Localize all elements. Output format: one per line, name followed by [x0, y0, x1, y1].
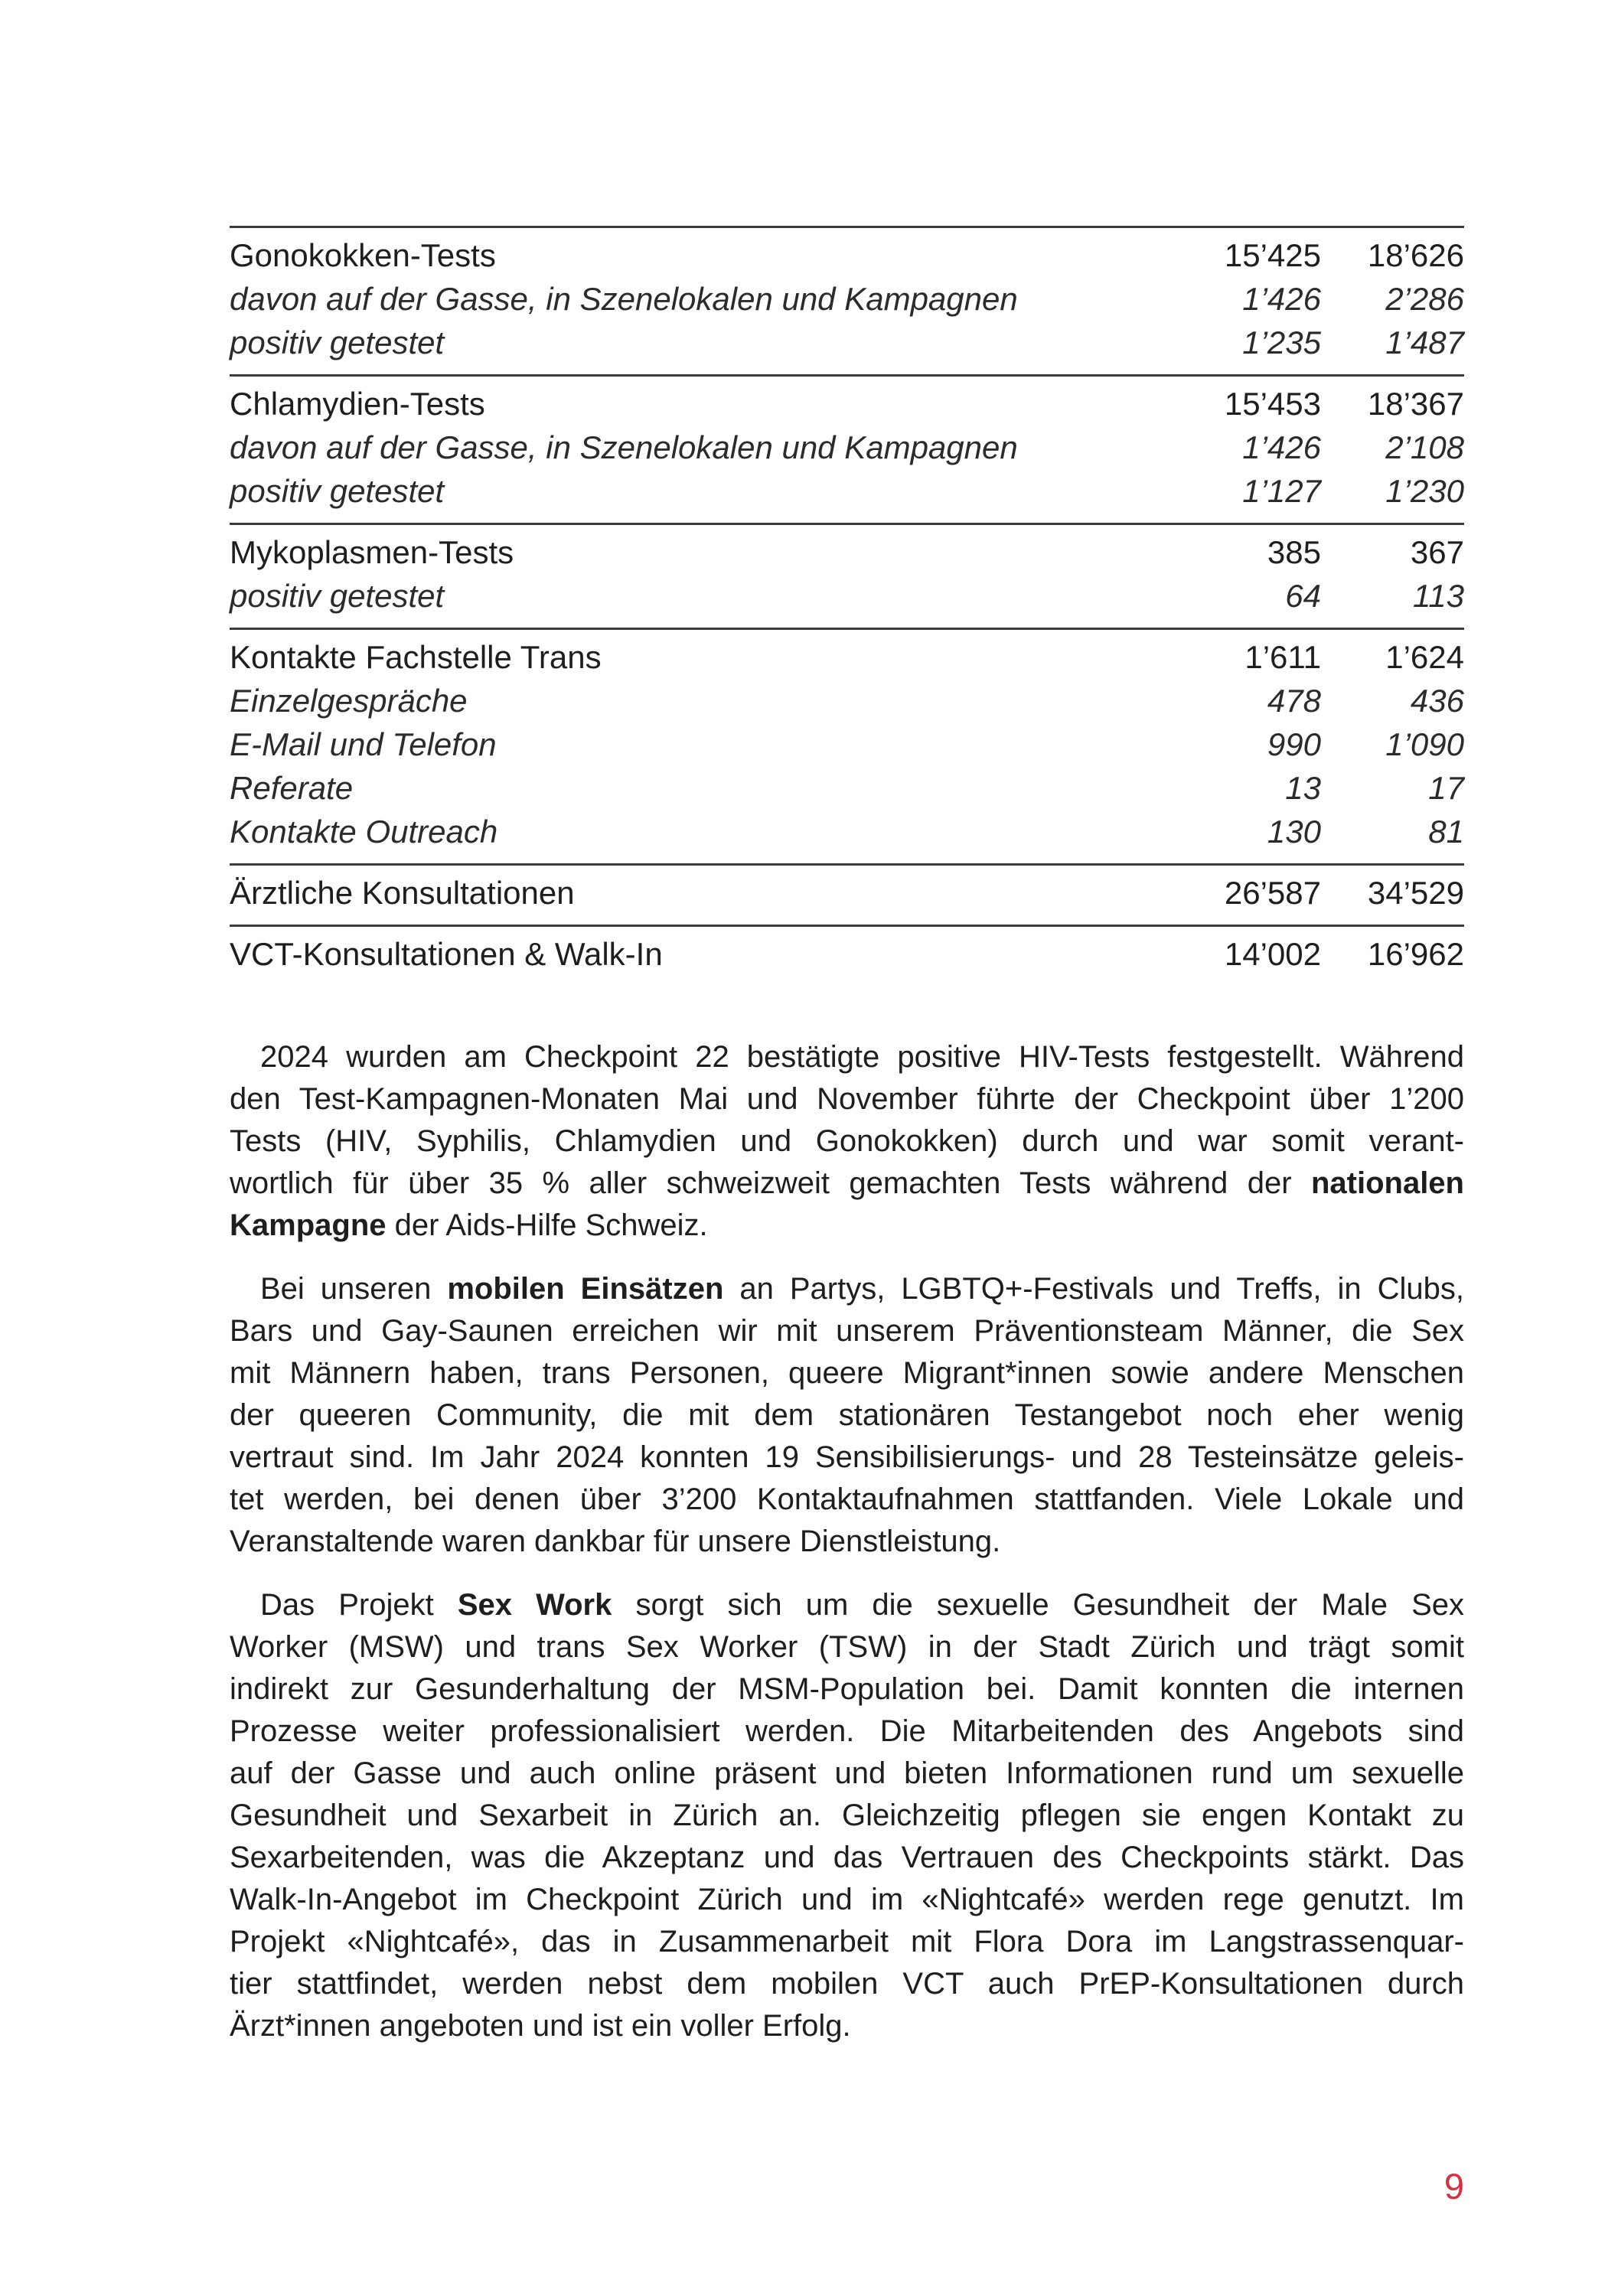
text-line: Tests (HIV, Syphilis, Chlamydien und Gonokokken) durch und war somit verant-: [230, 1124, 1464, 1158]
row-label: positiv getestet: [230, 578, 445, 614]
table-row: [230, 635, 1464, 679]
row-value-col-2: 1’230: [1385, 473, 1464, 509]
row-value-col-2: 16’962: [1367, 936, 1464, 972]
row-value-col-1: 15’453: [1224, 386, 1321, 422]
paragraph: [230, 1584, 1464, 2047]
text-line: 2024 wurden am Checkpoint 22 bestätigte positive HIV-Tests festgestellt. Während: [260, 1040, 1464, 1074]
text-line: tier stattfindet, werden nebst dem mobilen VCT auch PrEP-Konsultationen durch: [230, 1967, 1464, 2001]
row-label: Chlamydien-Tests: [230, 386, 485, 422]
table-section: [230, 226, 1464, 374]
row-value-col-1: 1’611: [1244, 639, 1321, 675]
row-label: Mykoplasmen-Tests: [230, 534, 514, 570]
table-row: [230, 932, 1464, 976]
bold-text: nationalen: [1310, 1166, 1464, 1200]
table-row: [230, 382, 1464, 426]
row-value-col-1: 385: [1267, 534, 1321, 570]
text-line: Prozesse weiter professionalisiert werden. Die Mitarbeitenden des Angebots sind: [230, 1714, 1464, 1748]
row-value-col-2: 1’090: [1385, 726, 1464, 762]
text-line: Bars und Gay-Saunen erreichen wir mit unserem Präventionsteam Männer, die Sex: [230, 1314, 1464, 1348]
row-value-col-1: 990: [1267, 726, 1321, 762]
row-value-col-1: 13: [1285, 770, 1321, 806]
table-section: [230, 523, 1464, 628]
text-line: Ärzt*innen angeboten und ist ein voller Erfolg.: [230, 2009, 851, 2043]
row-label: positiv getestet: [230, 325, 445, 360]
text-line: Sexarbeitenden, was die Akzeptanz und das Vertrauen des Checkpoints stärkt. Das: [230, 1841, 1464, 1874]
row-label: E-Mail und Telefon: [230, 726, 497, 762]
row-value-col-1: 64: [1285, 578, 1321, 614]
bold-text: Sex Work: [457, 1588, 612, 1622]
row-value-col-2: 2’108: [1385, 429, 1464, 465]
text-line: Walk-In-Angebot im Checkpoint Zürich und im «Nightcafé» werden rege genutzt. Im: [230, 1883, 1464, 1916]
row-label: Kontakte Fachstelle Trans: [230, 639, 602, 675]
text-line: vertraut sind. Im Jahr 2024 konnten 19 Sensibilisierungs- und 28 Testeinsätze geleis-: [230, 1440, 1464, 1474]
row-value-col-1: 1’426: [1242, 281, 1321, 317]
table-row: [230, 871, 1464, 915]
table-row: [230, 233, 1464, 277]
text-line: Veranstaltende waren dankbar für unsere Dienstleistung.: [230, 1525, 1001, 1558]
row-label: Ärztliche Konsultationen: [230, 875, 575, 911]
table-row: [230, 679, 1464, 722]
paragraph: [230, 1036, 1464, 1247]
row-label: davon auf der Gasse, in Szenelokalen und Kampagnen: [230, 429, 1018, 465]
text-line: mit Männern haben, trans Personen, queere Migrant*innen sowie andere Menschen: [230, 1356, 1464, 1390]
row-value-col-1: 26’587: [1224, 875, 1321, 911]
table-row: [230, 810, 1464, 853]
text-line: indirekt zur Gesunderhaltung der MSM-Population bei. Damit konnten die internen: [230, 1672, 1464, 1706]
stats-table: [230, 226, 1464, 986]
page-content: [230, 226, 1464, 2047]
row-value-col-2: 1’624: [1385, 639, 1464, 675]
row-value-col-2: 2’286: [1385, 281, 1464, 317]
row-value-col-1: 478: [1267, 683, 1321, 719]
table-section: [230, 374, 1464, 523]
text-line: auf der Gasse und auch online präsent und bieten Informationen rund um sexuelle: [230, 1756, 1464, 1790]
row-value-col-1: 1’426: [1242, 429, 1321, 465]
row-value-col-2: 367: [1410, 534, 1464, 570]
body-text: [230, 1036, 1464, 2047]
table-row: [230, 530, 1464, 574]
row-value-col-2: 18’367: [1367, 386, 1464, 422]
row-value-col-2: 17: [1428, 770, 1464, 806]
row-value-col-1: 15’425: [1224, 237, 1321, 273]
table-section: [230, 628, 1464, 863]
page-number: 9: [1443, 2166, 1464, 2206]
text-line: den Test-Kampagnen-Monaten Mai und November führte der Checkpoint über 1’200: [230, 1082, 1464, 1116]
table-row: [230, 722, 1464, 766]
text-line: wortlich für über 35 % aller schweizweit gemachten Tests während der nationalen: [230, 1166, 1464, 1200]
row-label: davon auf der Gasse, in Szenelokalen und Kampagnen: [230, 281, 1018, 317]
row-value-col-2: 81: [1428, 814, 1464, 850]
bold-text: mobilen Einsätzen: [447, 1272, 724, 1306]
table-row: [230, 574, 1464, 618]
row-label: Gonokokken-Tests: [230, 237, 496, 273]
text-line: Gesundheit und Sexarbeit in Zürich an. Gleichzeitig pflegen sie engen Kontakt zu: [230, 1799, 1464, 1832]
bold-text: Kampagne: [230, 1208, 387, 1242]
text-line: tet werden, bei denen über 3’200 Kontaktaufnahmen stattfanden. Viele Lokale und: [230, 1482, 1464, 1516]
text-line: Das Projekt Sex Work sorgt sich um die sexuelle Gesundheit der Male Sex: [260, 1588, 1464, 1622]
row-value-col-1: 1’127: [1242, 473, 1321, 509]
text-line: Projekt «Nightcafé», das in Zusammenarbeit mit Flora Dora im Langstrassenquar-: [230, 1925, 1464, 1958]
row-value-col-2: 113: [1413, 578, 1464, 614]
row-value-col-2: 436: [1410, 683, 1464, 719]
text-line: Worker (MSW) und trans Sex Worker (TSW) in der Stadt Zürich und trägt somit: [230, 1630, 1464, 1664]
table-section: [230, 863, 1464, 925]
row-value-col-2: 1’487: [1385, 325, 1464, 360]
text-line: Kampagne der Aids-Hilfe Schweiz.: [230, 1208, 708, 1242]
row-label: Einzelgespräche: [230, 683, 468, 719]
table-row: [230, 426, 1464, 469]
table-row: [230, 766, 1464, 810]
row-label: VCT-Konsultationen & Walk-In: [230, 936, 663, 972]
row-value-col-2: 34’529: [1367, 875, 1464, 911]
row-value-col-2: 18’626: [1367, 237, 1464, 273]
row-label: positiv getestet: [230, 473, 445, 509]
text-line: der queeren Community, die mit dem stationären Testangebot noch eher wenig: [230, 1398, 1464, 1432]
row-value-col-1: 130: [1267, 814, 1321, 850]
row-label: Kontakte Outreach: [230, 814, 498, 850]
row-value-col-1: 14’002: [1224, 936, 1321, 972]
row-label: Referate: [230, 770, 354, 806]
table-section: [230, 925, 1464, 986]
paragraph: [230, 1268, 1464, 1563]
row-value-col-1: 1’235: [1242, 325, 1321, 360]
text-line: Bei unseren mobilen Einsätzen an Partys, LGBTQ+-Festivals und Treffs, in Clubs,: [260, 1272, 1465, 1306]
table-row: [230, 321, 1464, 364]
table-row: [230, 277, 1464, 321]
table-row: [230, 469, 1464, 513]
